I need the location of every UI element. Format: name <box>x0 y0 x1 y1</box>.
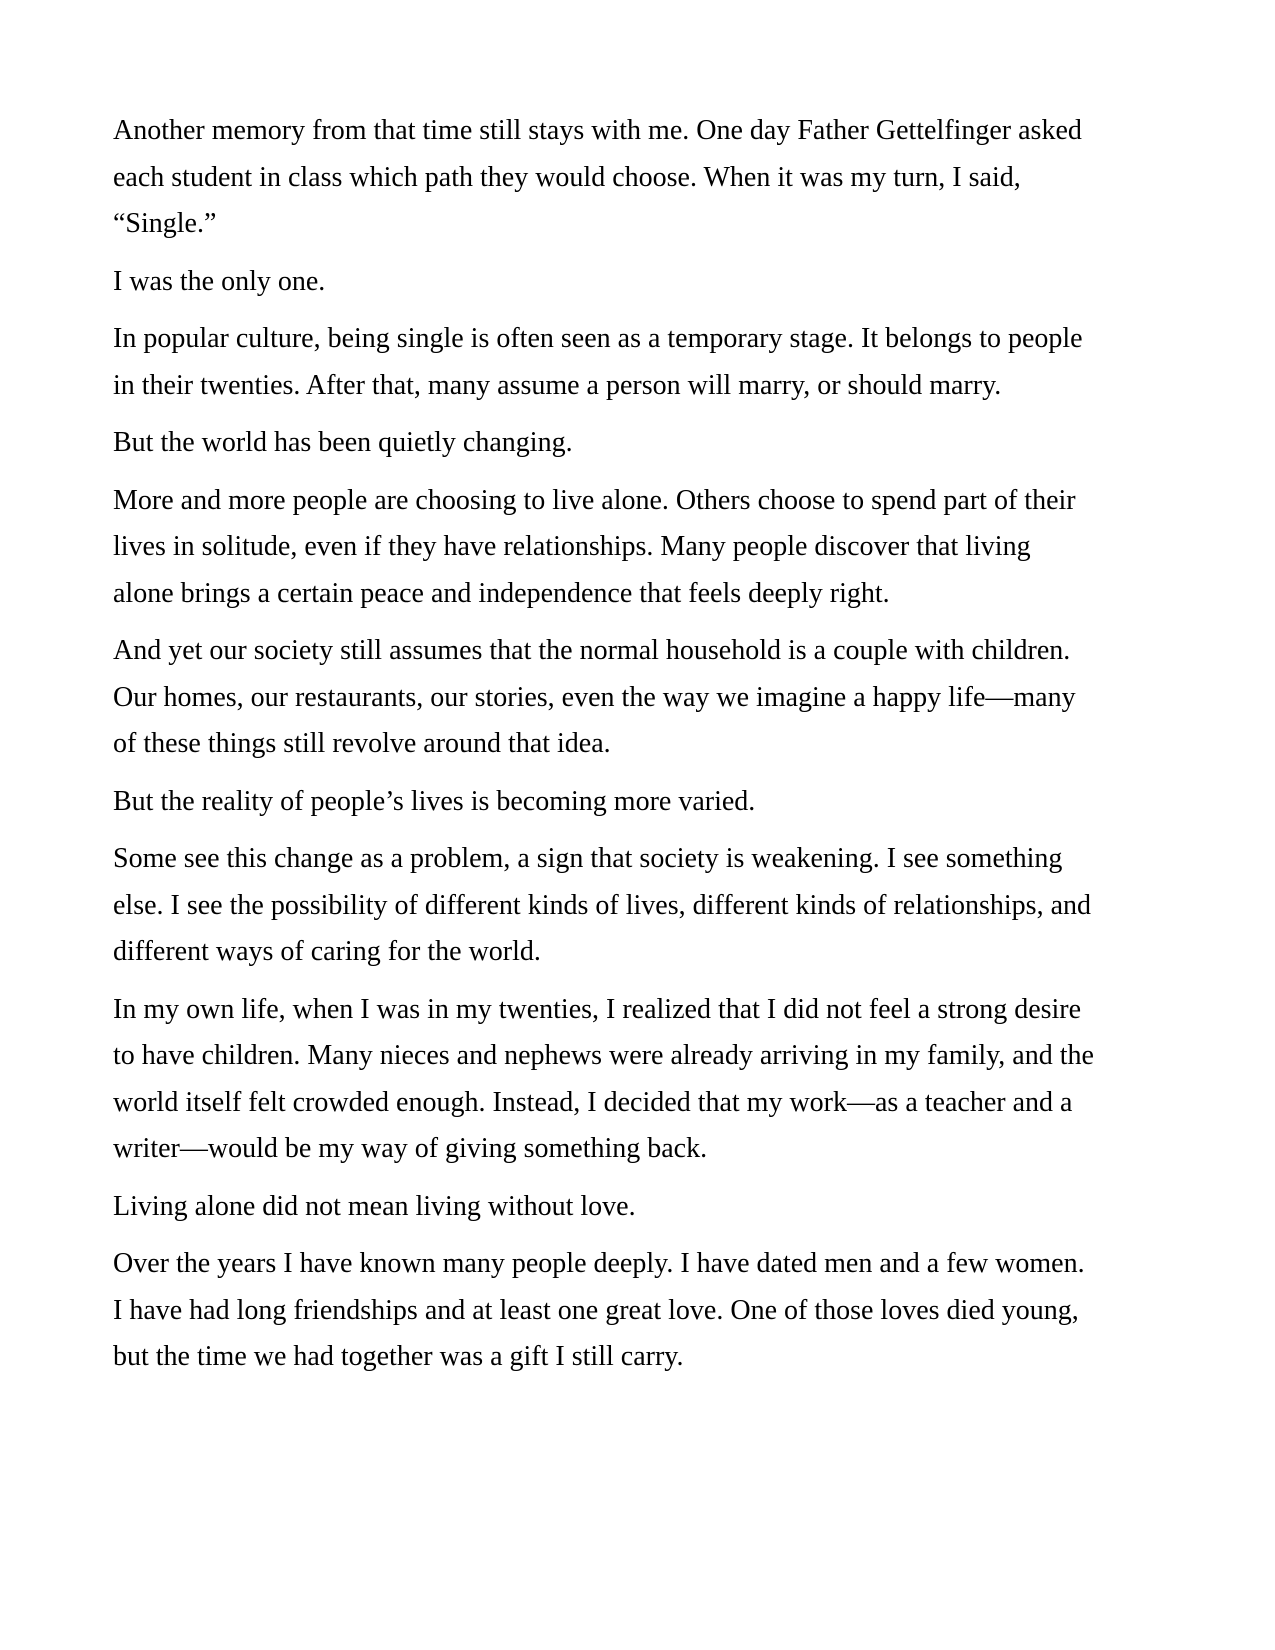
paragraph: Another memory from that time still stays with me. One day Father Gettelfinger asked each student in class which path they would choose. When it was my turn, I said, “Single.” <box>113 115 1082 239</box>
paragraph: Living alone did not mean living without love. <box>113 1190 636 1222</box>
paragraph: And yet our society still assumes that the normal household is a couple with children. Our homes, our restaurants, our stories, even the way we imagine a happy life—many of these things still revolve around that idea. <box>113 635 1076 759</box>
paragraph: Some see this change as a problem, a sign that society is weakening. I see something else. I see the possibility of different kinds of lives, different kinds of relationships, and different ways of caring for the world. <box>113 843 1091 967</box>
paragraph: More and more people are choosing to live alone. Others choose to spend part of their lives in solitude, even if they have relationships. Many people discover that living alone brings a certain peace and independence that feels deeply right. <box>113 484 1076 609</box>
paragraph: In my own life, when I was in my twenties, I realized that I did not feel a strong desire to have children. Many nieces and nephews were already arriving in my family, and the world itself felt crowded enough. Instead, I decided that my work—as a teacher and a writer—would be my way of giving something back. <box>113 993 1094 1164</box>
paragraph: Over the years I have known many people deeply. I have dated men and a few women. I have had long friendships and at least one great love. One of those loves died young, but the time we had together was a gift I still carry. <box>113 1248 1085 1372</box>
paragraph: But the reality of people’s lives is becoming more varied. <box>113 785 756 817</box>
paragraph: In popular culture, being single is often seen as a temporary stage. It belongs to people in their twenties. After that, many assume a person will marry, or should marry. <box>113 323 1083 401</box>
paragraph: I was the only one. <box>113 265 326 297</box>
document-body <box>113 108 1098 1392</box>
paragraph: But the world has been quietly changing. <box>113 427 573 458</box>
